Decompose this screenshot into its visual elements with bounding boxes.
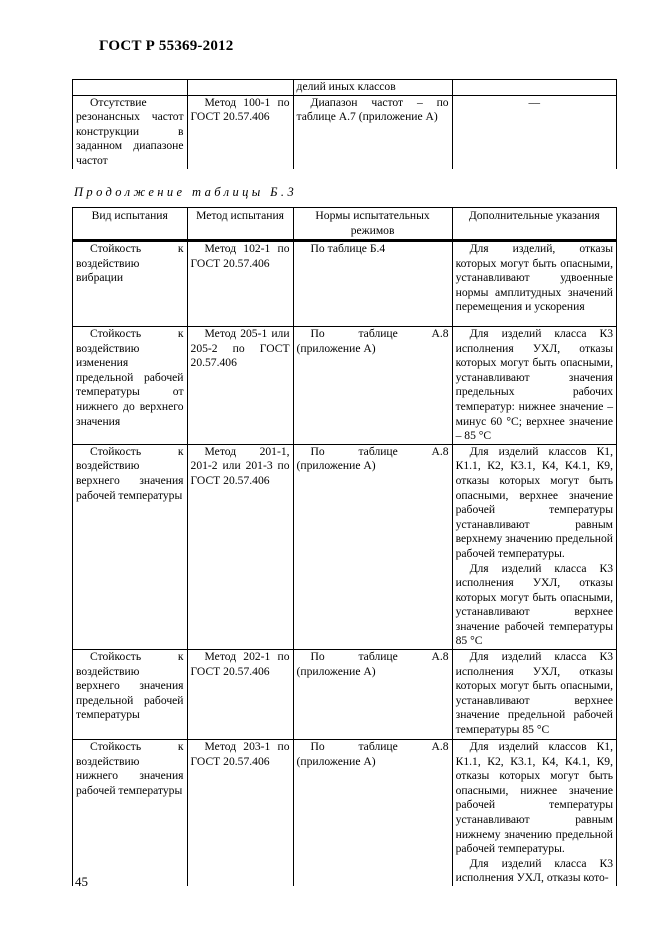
table-top-fragment — [72, 79, 617, 169]
cell-test-method: Метод 205-1 или 205-2 по ГОСТ 20.57.406 — [187, 327, 293, 445]
table-row — [73, 444, 617, 649]
table-row — [73, 650, 617, 740]
cell-test-type: Стойкость к воздействию верхнего значения рабочей температуры — [73, 444, 188, 649]
table-row — [73, 95, 617, 168]
cell-test-norms: По таблице А.8 (приложение А) — [293, 740, 452, 886]
page-number: 45 — [75, 874, 88, 889]
cell-test-method: Метод 201-1, 201-2 или 201-3 по ГОСТ 20.57.406 — [187, 444, 293, 649]
cell-notes — [452, 740, 616, 886]
header-test-type: Вид испытания — [73, 208, 188, 241]
note-paragraph: Для изделий классов К1, К1.1, К2, К3.1, К4, К4.1, К9, отказы которых могут быть опасными, верхнее значение рабочей температуры устанавливают равным верхнему значению предельной рабочей температуры. — [455, 444, 613, 560]
cell-test-type: Отсутствие резонансных частот конструкции в заданном диапазоне частот — [73, 95, 188, 168]
table-row — [73, 740, 617, 886]
cell-test-norms: По таблице Б.4 — [293, 241, 452, 327]
cell-notes — [452, 650, 616, 740]
note-paragraph: Для изделий класса К3 исполнения УХЛ, отказы которых могут быть опасными, устанавливают значения предельных рабочих температур: нижнее значение – минус 60 °С; верхнее значение – 85 °С — [455, 327, 613, 443]
note-paragraph: Для изделий класса К3 исполнения УХЛ, отказы которых могут быть опасными, устанавливают верхнее значение предельной рабочей температуры 85 °С — [455, 650, 613, 737]
table-b3-continuation — [72, 207, 617, 886]
cell-notes — [452, 444, 616, 649]
cell-test-type: Стойкость к воздействию верхнего значения предельной рабочей температуры — [73, 650, 188, 740]
cell-test-method: Метод 102-1 по ГОСТ 20.57.406 — [187, 241, 293, 327]
cell-test-type: Стойкость к воздействию изменения предельной рабочей температуры от нижнего до верхнего значения — [73, 327, 188, 445]
cell-test-norms: Диапазон частот – по таблице А.7 (приложение А) — [293, 95, 452, 168]
note-paragraph: Для изделий, отказы которых могут быть опасными, устанавливают удвоенные нормы амплитудных значений перемещения и ускорения — [455, 242, 613, 314]
header-test-method: Метод испытания — [187, 208, 293, 241]
table-row — [73, 327, 617, 445]
document-header: ГОСТ Р 55369-2012 — [99, 38, 234, 54]
table-row — [73, 80, 617, 96]
table-continuation-title: Продолжение таблицы Б.3 — [74, 185, 298, 199]
header-notes: Дополнительные указания — [452, 208, 616, 241]
cell-test-method: Метод 100-1 по ГОСТ 20.57.406 — [187, 95, 293, 168]
continuation-cell: делий иных классов — [293, 80, 452, 96]
cell-test-norms: По таблице А.8 (приложение А) — [293, 444, 452, 649]
note-paragraph: Для изделий классов К1, К1.1, К2, К3.1, К4, К4.1, К9, отказы которых могут быть опасными, нижнее значение рабочей температуры устанавливают равным нижнему значению предельной рабочей температуры. — [455, 740, 613, 856]
header-test-norms: Нормы испытательных режимов — [293, 208, 452, 241]
cell-test-type: Стойкость к воздействию вибрации — [73, 241, 188, 327]
note-paragraph: Для изделий класса К3 исполнения УХЛ, отказы которых могут быть опасными, устанавливают верхнее значение рабочей температуры 85 °С — [455, 561, 613, 648]
note-paragraph: Для изделий класса К3 исполнения УХЛ, отказы кото- — [455, 856, 613, 885]
cell-test-method: Метод 203-1 по ГОСТ 20.57.406 — [187, 740, 293, 886]
cell-test-method: Метод 202-1 по ГОСТ 20.57.406 — [187, 650, 293, 740]
cell-notes: –– — [452, 95, 616, 168]
cell-test-norms: По таблице А.8 (приложение А) — [293, 650, 452, 740]
table-header-row — [73, 208, 617, 241]
cell-notes — [452, 241, 616, 327]
cell-notes — [452, 327, 616, 445]
cell-test-type: Стойкость к воздействию нижнего значения рабочей температуры — [73, 740, 188, 886]
cell-test-norms: По таблице А.8 (приложение А) — [293, 327, 452, 445]
table-row — [73, 241, 617, 327]
